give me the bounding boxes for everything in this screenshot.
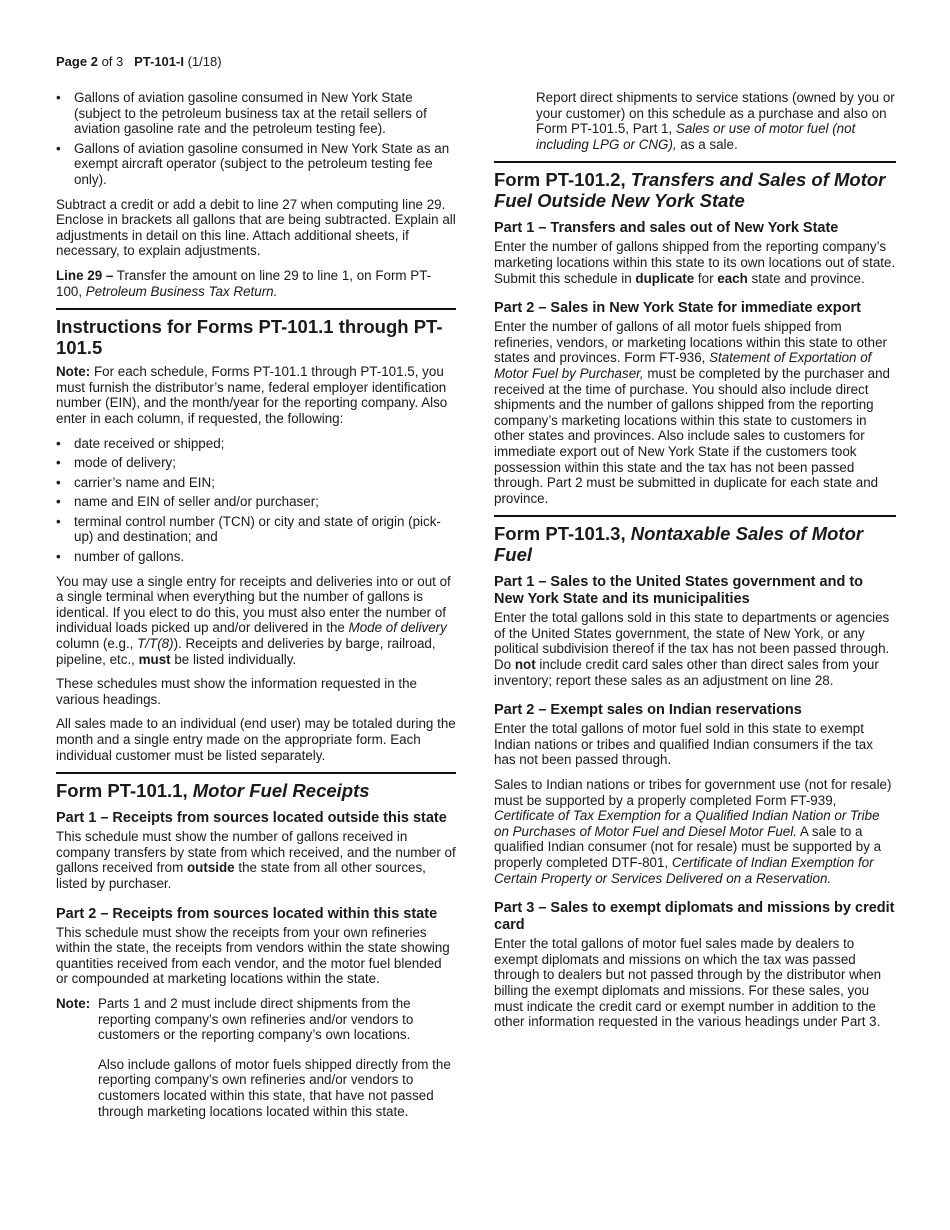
list-item: • date received or shipped;: [56, 436, 456, 452]
note-paragraph: Also include gallons of motor fuels shipped directly from the reporting company’s own refineries and/or vendors to customers located within this state, that have not passed through marketing locations located within this state.: [98, 1056, 451, 1119]
pt1012-heading: [494, 169, 896, 211]
list-item: • Gallons of aviation gasoline consumed in New York State (subject to the petroleum business tax at the retail sellers of aviation gasoline rate and the petroleum testing fee).: [56, 90, 456, 137]
right-column: [494, 90, 896, 1039]
list-item: • mode of delivery;: [56, 455, 456, 471]
text-run: each: [717, 270, 748, 286]
text-run: as a sale.: [676, 136, 738, 152]
part3-heading: Part 3 – Sales to exempt diplomats and missions by credit card: [494, 900, 895, 934]
part3-paragraph: Enter the total gallons of motor fuel sales made by dealers to exempt diplomats and missions on which the tax was passed through to dealers but not passed through by the distributor when billing the exempt diplomats and missions. For these sales, you must indicate the credit card or exempt number in addition to the other information requested in the various headings under Part 3.: [494, 936, 882, 1030]
part2-paragraph: Enter the total gallons of motor fuel sold in this state to exempt Indian nations or tribes and qualified Indian consumers if the tax has not been passed through.: [494, 721, 873, 768]
page-header: [56, 54, 222, 70]
list-item: • Gallons of aviation gasoline consumed in New York State as an exempt aircraft operator (subject to the petroleum testing fee only).: [56, 141, 456, 188]
note-block: [56, 996, 456, 1128]
line29-label: Line 29 –: [56, 267, 114, 283]
text-run: This schedule must show the number of gallons received in company transfers by state from which received, and the number of gallons received from: [56, 829, 456, 876]
text-run: must: [138, 651, 171, 667]
text-run: Enter the total gallons sold in this state to departments or agencies of the United States government, the state of New York, or any political subdivision thereof if the tax has not been passed through. Do: [494, 610, 890, 673]
list-item: • number of gallons.: [56, 549, 456, 565]
note-label: Note:: [56, 995, 91, 1011]
heading-title: Transfers and Sales of Motor Fuel Outside New York State: [494, 169, 886, 212]
part2-heading: Part 2 – Exempt sales on Indian reservations: [494, 702, 802, 719]
form-code: PT-101-I: [134, 54, 184, 69]
line29-form-title: Petroleum Business Tax Return.: [85, 283, 278, 299]
list-item: • terminal control number (TCN) or city and state of origin (pick-up) and destination; and: [56, 514, 456, 545]
section-divider: [56, 772, 456, 774]
part1-paragraph: [56, 829, 456, 891]
part1-heading: Part 1 – Receipts from sources located outside this state: [56, 810, 447, 827]
line29-paragraph: [56, 268, 456, 299]
page-label: Page: [56, 54, 88, 69]
text-run: You may use a single entry for receipts and deliveries into or out of a single terminal when everything but the number of gallons is identical. If you elect to do this, you must also enter the number of individual loads picked up and/or delivered in the: [56, 573, 451, 636]
part2-heading: Part 2 – Sales in New York State for immediate export: [494, 300, 861, 317]
text-run: Certificate of Indian Exemption for Certain Property or Services Delivered on a Reservation.: [494, 855, 874, 886]
section-divider: [494, 515, 896, 517]
part2-heading: Part 2 – Receipts from sources located within this state: [56, 905, 438, 922]
list-item: • name and EIN of seller and/or purchaser;: [56, 494, 456, 510]
text-run: duplicate: [635, 270, 695, 286]
page-number: 2: [90, 54, 98, 69]
note-paragraph: [56, 364, 456, 426]
part1-paragraph: [494, 610, 896, 688]
line29-text: Transfer the amount on line 29 to line 1, on Form PT-100,: [56, 267, 432, 299]
list-item: • carrier’s name and EIN;: [56, 475, 456, 491]
pt1011-heading: [56, 780, 456, 801]
note-label: Note:: [56, 364, 91, 380]
part2-paragraph: [494, 319, 896, 506]
sales-paragraph: All sales made to an individual (end user) may be totaled during the month and a single entry made on the appropriate form. Each individual customer must be listed separately.: [56, 716, 456, 763]
form-date: (1/18): [187, 54, 222, 69]
part2-support-paragraph: [494, 777, 896, 886]
text-run: the state from all other sources, listed by purchaser.: [56, 860, 426, 891]
text-run: Enter the number of gallons shipped from the reporting company’s marketing locations within this state to its own locations out of state. Submit this schedule in: [494, 239, 896, 286]
section-divider: [494, 161, 896, 163]
part1-paragraph: [494, 239, 896, 286]
text-run: be listed individually.: [170, 651, 297, 667]
continuation-paragraph: [494, 90, 896, 152]
pt1013-heading: [494, 523, 896, 565]
note-text: For each schedule, Forms PT-101.1 through PT-101.5, you must furnish the distributor’s name, federal employer identification number (EIN), and the month/year for the reporting company. Also enter in each column, if requested, the following:: [56, 364, 448, 426]
heading-prefix: Form PT-101.1,: [56, 780, 193, 802]
text-run: Mode of delivery: [348, 620, 447, 636]
text-run: Sales or use of motor fuel (not including LPG or CNG),: [536, 121, 856, 152]
part1-heading: Part 1 – Transfers and sales out of New York State: [494, 220, 839, 237]
text-run: must be completed by the purchaser and received at the time of purchase. You should also include direct shipments and the number of gallons shipped from the reporting company’s marketing locations within this state to customers in other states and provinces. Also include sales to customers for immediate export out of New York State if the customers took possession within this state and the tax has not been passed through. Part 2 must be submitted in duplicate for each state and province.: [494, 365, 890, 506]
aviation-bullet-list: [56, 90, 456, 188]
text-run: for: [694, 270, 718, 286]
single-entry-paragraph: [56, 574, 456, 668]
text-run: A sale to a qualified Indian consumer (not for resale) must be supported by a properly completed DTF-801,: [494, 823, 882, 870]
subtract-paragraph: Subtract a credit or add a debit to line 27 when computing line 29. Enclose in brackets all gallons that are being subtracted. Explain all adjustments in detail on this line. Attach additional sheets, if necessary, to explain adjustments.: [56, 196, 456, 259]
text-run: not: [514, 657, 536, 673]
part1-heading: Part 1 – Sales to the United States government and to New York State and its municipalities: [494, 574, 864, 608]
heading-title: Nontaxable Sales of Motor Fuel: [494, 523, 864, 566]
heading-prefix: Form PT-101.3,: [494, 523, 631, 545]
text-run: Sales to Indian nations or tribes for government use (not for resale) must be supported by a properly completed Form FT-939,: [494, 777, 892, 808]
text-run: Report direct shipments to service stations (owned by you or your customer) on this schedule as a purchase and also on Form PT-101.5, Part 1,: [536, 90, 895, 137]
fields-bullet-list: [56, 436, 456, 565]
text-run: Statement of Exportation of Motor Fuel by Purchaser,: [494, 350, 872, 381]
text-run: T/T(8): [137, 636, 174, 652]
text-run: ). Receipts and deliveries by barge, railroad, pipeline, etc.,: [56, 636, 436, 667]
text-run: Certificate of Tax Exemption for a Qualified Indian Nation or Tribe on Purchases of Motor Fuel and Diesel Motor Fuel.: [494, 808, 880, 839]
text-run: column (e.g.,: [56, 636, 138, 652]
text-run: state and province.: [747, 270, 865, 286]
schedules-paragraph: These schedules must show the information requested in the various headings.: [56, 676, 418, 707]
note-body: [98, 996, 456, 1128]
text-run: include credit card sales other than direct sales from your inventory; report these sales as an adjustment on line 28.: [494, 657, 879, 688]
left-column: [56, 90, 456, 1128]
section-divider: [56, 308, 456, 310]
text-run: Enter the number of gallons of all motor fuels shipped from refineries, vendors, or marketing locations within this state to other states and provinces. Form FT-936,: [494, 319, 887, 366]
note-paragraph: Parts 1 and 2 must include direct shipments from the reporting company’s own refineries and/or vendors to customers or the reporting company’s own locations.: [98, 995, 414, 1043]
heading-title: Motor Fuel Receipts: [192, 780, 370, 802]
part2-paragraph: This schedule must show the receipts from your own refineries within the state, the receipts from vendors within the state showing quantities received from each vendor, and the motor fuel blended or compounded at marketing locations within the state.: [56, 924, 450, 987]
heading-prefix: Form PT-101.2,: [494, 169, 631, 191]
instructions-heading: Instructions for Forms PT-101.1 through PT-101.5: [56, 316, 443, 359]
text-run: outside: [187, 860, 235, 876]
page-total: of 3: [101, 54, 124, 69]
